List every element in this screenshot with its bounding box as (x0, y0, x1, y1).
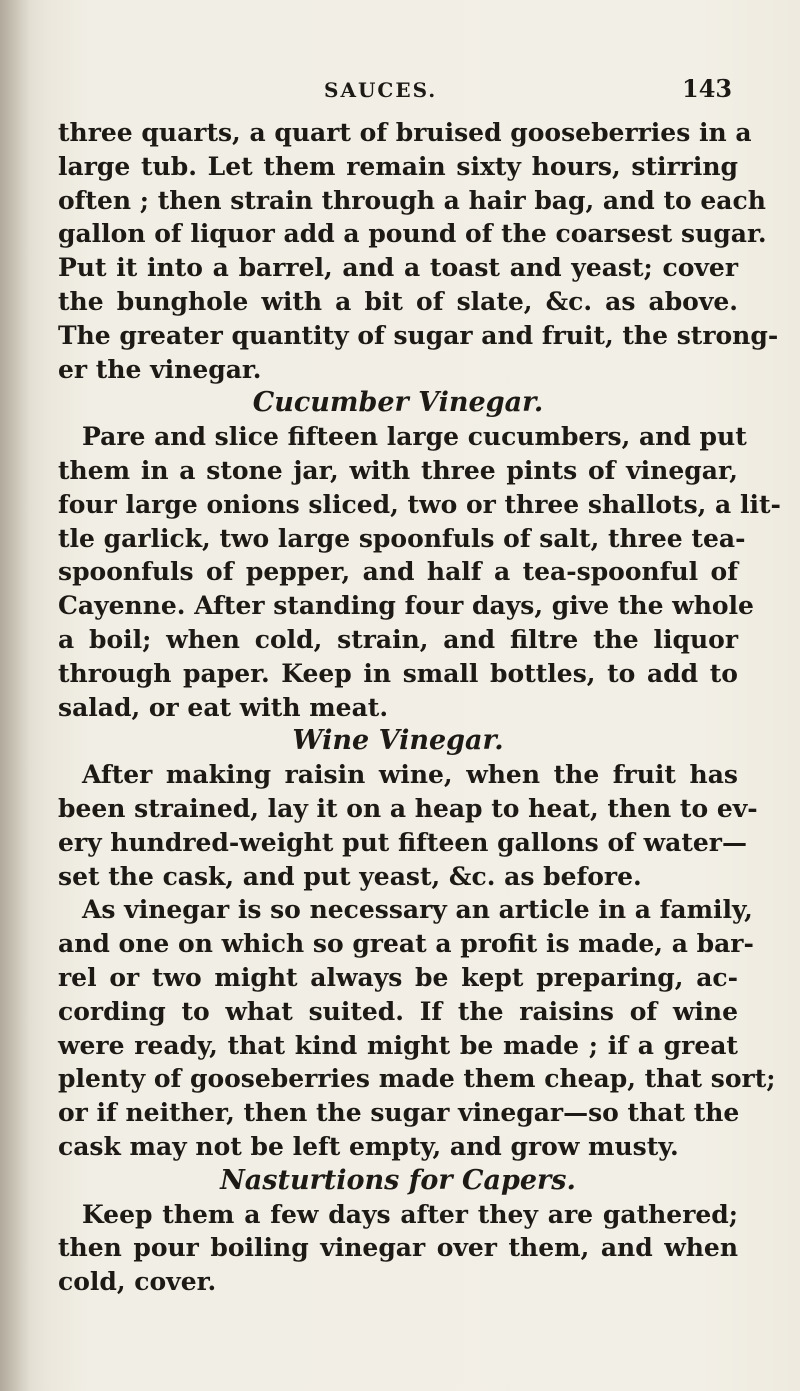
text-line: often ; then strain through a hair bag, and to each (58, 185, 766, 215)
text-line: or if neither, then the sugar vinegar—so that the (58, 1098, 740, 1128)
text-line: er the vinegar. (58, 354, 262, 384)
text-line: ery hundred-weight put fifteen gallons of water— (58, 827, 747, 857)
text-line: large tub. Let them remain sixty hours, stirring (58, 151, 738, 181)
text-line: through paper. Keep in small bottles, to add to (58, 658, 738, 688)
text-line: been strained, lay it on a heap to heat, then to ev- (58, 793, 758, 823)
text-line: rel or two might always be kept preparing, ac- (58, 962, 738, 992)
section-heading: Wine Vinegar. (292, 725, 504, 757)
text-line: tle garlick, two large spoonfuls of salt, three tea- (58, 523, 746, 553)
text-line: were ready, that kind might be made ; if a great (58, 1030, 738, 1060)
text-line: four large onions sliced, two or three shallots, a lit- (58, 489, 781, 519)
text-line: three quarts, a quart of bruised gooseberries in a (58, 118, 752, 147)
text-line: spoonfuls of pepper, and half a tea-spoonful of (58, 557, 738, 587)
text-line: As vinegar is so necessary an article in a family, (82, 895, 753, 925)
section-heading: Cucumber Vinegar. (252, 387, 544, 419)
text-line: cask may not be left empty, and grow musty. (58, 1131, 679, 1161)
text-line: them in a stone jar, with three pints of vinegar, (58, 455, 738, 485)
text-line: cording to what suited. If the raisins of wine (58, 996, 738, 1026)
text-line: Keep them a few days after they are gathered; (82, 1199, 738, 1229)
text-line: the bunghole with a bit of slate, &c. as above. (58, 286, 738, 316)
text-line: After making raisin wine, when the fruit has (82, 760, 738, 790)
text-line: The greater quantity of sugar and fruit, the strong- (58, 320, 779, 350)
text-line: set the cask, and put yeast, &c. as before. (58, 861, 642, 891)
page-number: 143 (682, 74, 733, 103)
text-line: salad, or eat with meat. (58, 692, 389, 722)
text-line: then pour boiling vinegar over them, and when (58, 1233, 738, 1263)
text-line: Put it into a barrel, and a toast and yeast; cover (58, 253, 738, 283)
text-line: cold, cover. (58, 1267, 217, 1297)
text-line: plenty of gooseberries made them cheap, that sort; (58, 1064, 776, 1094)
text-line: gallon of liquor add a pound of the coarsest sugar. (58, 219, 767, 249)
text-line: Cayenne. After standing four days, give the whole (58, 591, 754, 621)
section-heading: Nasturtions for Capers. (220, 1164, 576, 1196)
body-text (58, 116, 781, 1299)
text-line: and one on which so great a profit is made, a bar- (58, 929, 754, 959)
text-line: a boil; when cold, strain, and filtre the liquor (58, 624, 738, 654)
text-line: Pare and slice fifteen large cucumbers, and put (82, 422, 747, 452)
binding-shadow (0, 0, 30, 1391)
running-head: SAUCES. (324, 78, 438, 102)
